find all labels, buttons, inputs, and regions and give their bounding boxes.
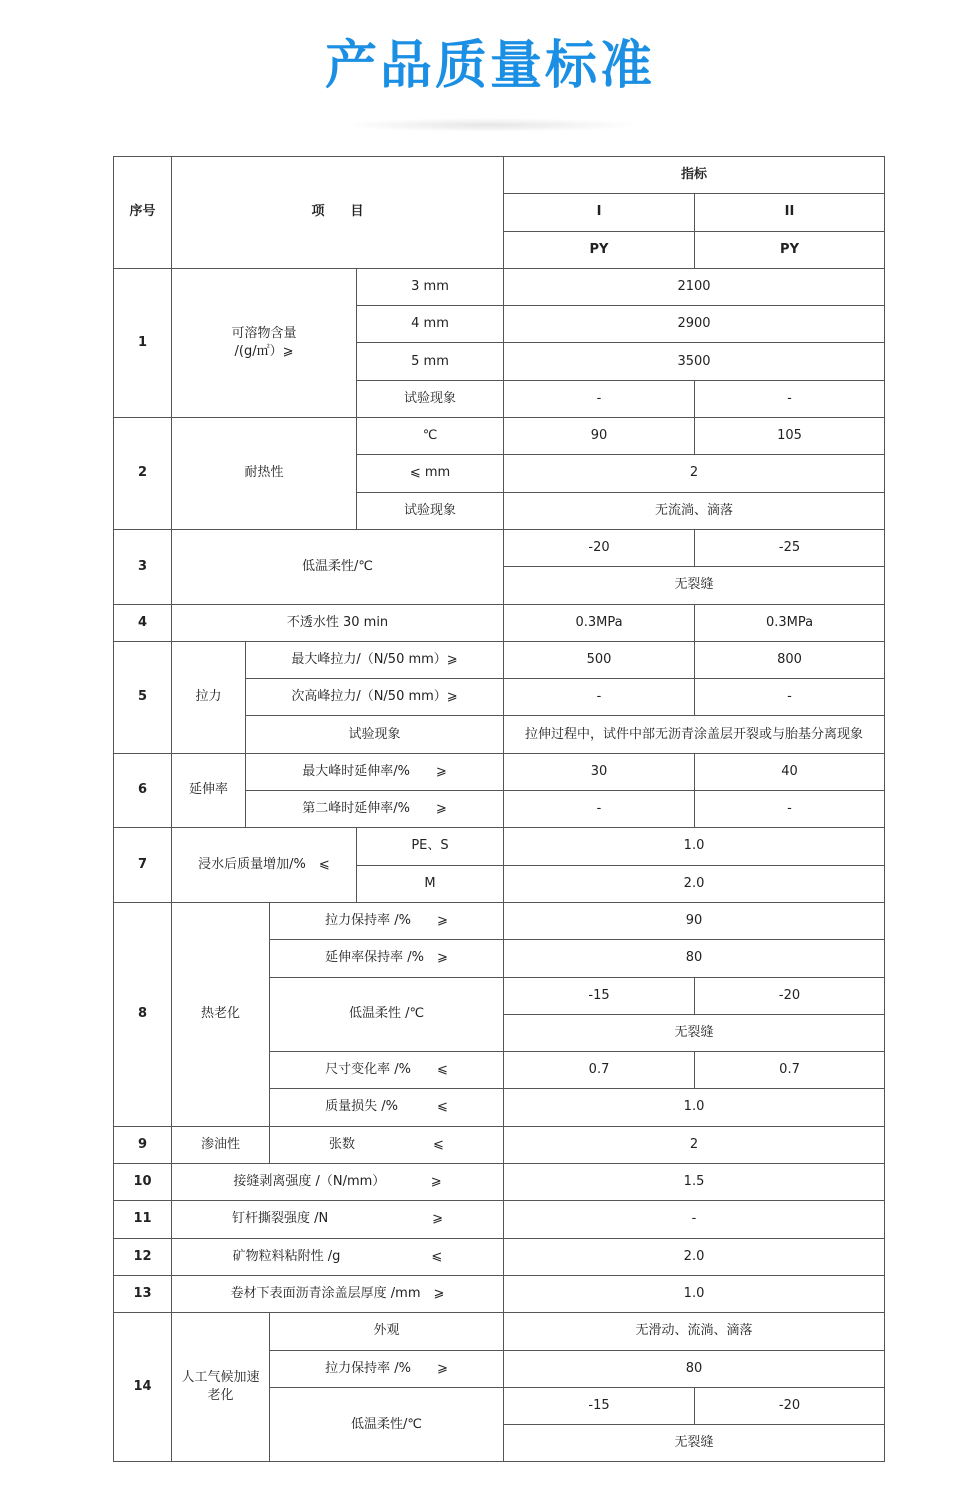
sub-item: 3 mm	[357, 268, 504, 305]
value-cell: -	[695, 679, 885, 716]
value-cell: 30	[504, 753, 695, 790]
value-cell: 80	[504, 1350, 885, 1387]
value-cell: -20	[695, 977, 885, 1014]
value-cell: 800	[695, 641, 885, 678]
value-cell: 无滑动、流淌、滴落	[504, 1313, 885, 1350]
title-underline-shadow	[340, 118, 640, 132]
header-index: 指标	[504, 157, 885, 194]
value-cell: -	[695, 380, 885, 417]
table-row	[114, 641, 885, 678]
value-cell: 1.0	[504, 828, 885, 865]
value-cell: -15	[504, 1387, 695, 1424]
item-label	[172, 268, 357, 417]
value-cell: 500	[504, 641, 695, 678]
sub-item: 最大峰时延伸率/% ⩾	[246, 753, 504, 790]
sub-item: 质量损失 /% ⩽	[270, 1089, 504, 1126]
header-type-2: II	[695, 194, 885, 231]
sub-item: ⩽ mm	[357, 455, 504, 492]
row-number: 7	[114, 828, 172, 903]
item-label-line: 可溶物含量	[231, 325, 297, 341]
item-label: 钉杆撕裂强度 /N ⩾	[172, 1201, 504, 1238]
table-row	[114, 902, 885, 939]
page-title: 产品质量标准	[324, 36, 655, 96]
value-cell: 1.5	[504, 1164, 885, 1201]
row-number: 1	[114, 268, 172, 417]
row-number: 5	[114, 641, 172, 753]
value-cell: -	[504, 1201, 885, 1238]
value-cell: 无流淌、滴落	[504, 492, 885, 529]
value-cell: 80	[504, 940, 885, 977]
value-cell: 2	[504, 455, 885, 492]
item-label: 延伸率	[172, 753, 246, 828]
sub-item: PE、S	[357, 828, 504, 865]
value-cell: 105	[695, 418, 885, 455]
row-number: 9	[114, 1126, 172, 1163]
table-row	[114, 1201, 885, 1238]
value-cell: 0.3MPa	[504, 604, 695, 641]
row-number: 4	[114, 604, 172, 641]
value-cell: 2900	[504, 306, 885, 343]
item-label: 低温柔性/℃	[172, 529, 504, 604]
value-cell: -15	[504, 977, 695, 1014]
table-row	[114, 753, 885, 790]
sub-item: 尺寸变化率 /% ⩽	[270, 1052, 504, 1089]
item-label-line: 老化	[207, 1388, 234, 1404]
row-number: 3	[114, 529, 172, 604]
value-cell: 3500	[504, 343, 885, 380]
value-cell: -20	[504, 529, 695, 566]
value-cell: 2100	[504, 268, 885, 305]
item-label: 不透水性 30 min	[172, 604, 504, 641]
sub-item: M	[357, 865, 504, 902]
value-cell: 无裂缝	[504, 567, 885, 604]
sub-item: 低温柔性/℃	[270, 1387, 504, 1462]
table-row	[114, 604, 885, 641]
sub-item: ℃	[357, 418, 504, 455]
item-label-line: /(g/㎡）⩾	[234, 343, 294, 359]
sub-item: 外观	[270, 1313, 504, 1350]
value-cell: -20	[695, 1387, 885, 1424]
item-label: 拉力	[172, 641, 246, 753]
row-number: 10	[114, 1164, 172, 1201]
item-label: 接缝剥离强度 /（N/mm） ⩾	[172, 1164, 504, 1201]
sub-item: 试验现象	[357, 380, 504, 417]
row-number: 6	[114, 753, 172, 828]
value-cell: -25	[695, 529, 885, 566]
sub-item: 试验现象	[357, 492, 504, 529]
table-row	[114, 1238, 885, 1275]
sub-item: 拉力保持率 /% ⩾	[270, 902, 504, 939]
value-cell: 1.0	[504, 1275, 885, 1312]
sub-item: 4 mm	[357, 306, 504, 343]
item-label: 热老化	[172, 902, 270, 1126]
quality-standard-table	[113, 156, 885, 1462]
value-cell: 2.0	[504, 865, 885, 902]
value-cell: 无裂缝	[504, 1014, 885, 1051]
sub-item: 最大峰拉力/（N/50 mm）⩾	[246, 641, 504, 678]
header-py-2: PY	[695, 231, 885, 268]
row-number: 8	[114, 902, 172, 1126]
value-cell: 0.7	[504, 1052, 695, 1089]
sub-item: 低温柔性 /℃	[270, 977, 504, 1052]
row-number: 2	[114, 418, 172, 530]
table-row	[114, 1126, 885, 1163]
value-cell: -	[504, 679, 695, 716]
row-number: 14	[114, 1313, 172, 1462]
value-cell: 0.3MPa	[695, 604, 885, 641]
item-label: 矿物粒料粘附性 /g ⩽	[172, 1238, 504, 1275]
value-cell: 90	[504, 902, 885, 939]
table-row	[114, 1164, 885, 1201]
table-row	[114, 529, 885, 566]
header-py-1: PY	[504, 231, 695, 268]
sub-item: 张数 ⩽	[270, 1126, 504, 1163]
item-label	[172, 1313, 270, 1462]
value-cell: 40	[695, 753, 885, 790]
row-number: 11	[114, 1201, 172, 1238]
table-row	[114, 1313, 885, 1350]
value-cell: -	[504, 791, 695, 828]
table-row	[114, 268, 885, 305]
header-row	[114, 157, 885, 194]
value-cell: 90	[504, 418, 695, 455]
value-cell: 0.7	[695, 1052, 885, 1089]
item-label: 卷材下表面沥青涂盖层厚度 /mm ⩾	[172, 1275, 504, 1312]
header-type-1: I	[504, 194, 695, 231]
sub-item: 拉力保持率 /% ⩾	[270, 1350, 504, 1387]
value-cell: 拉伸过程中，试件中部无沥青涂盖层开裂或与胎基分离现象	[504, 716, 885, 753]
header-item: 项 目	[172, 157, 504, 269]
value-cell: -	[504, 380, 695, 417]
value-cell: 2.0	[504, 1238, 885, 1275]
value-cell: -	[695, 791, 885, 828]
sub-item: 延伸率保持率 /% ⩾	[270, 940, 504, 977]
value-cell: 2	[504, 1126, 885, 1163]
sub-item: 5 mm	[357, 343, 504, 380]
sub-item: 试验现象	[246, 716, 504, 753]
item-label: 浸水后质量增加/% ⩽	[172, 828, 357, 903]
item-label: 耐热性	[172, 418, 357, 530]
sub-item: 次高峰拉力/（N/50 mm）⩾	[246, 679, 504, 716]
value-cell: 无裂缝	[504, 1425, 885, 1462]
table-row	[114, 828, 885, 865]
value-cell: 1.0	[504, 1089, 885, 1126]
sub-item: 第二峰时延伸率/% ⩾	[246, 791, 504, 828]
row-number: 12	[114, 1238, 172, 1275]
table-row	[114, 1275, 885, 1312]
item-label-line: 人工气候加速	[181, 1370, 260, 1386]
row-number: 13	[114, 1275, 172, 1312]
table-row	[114, 418, 885, 455]
header-seq: 序号	[114, 157, 172, 269]
item-label: 渗油性	[172, 1126, 270, 1163]
